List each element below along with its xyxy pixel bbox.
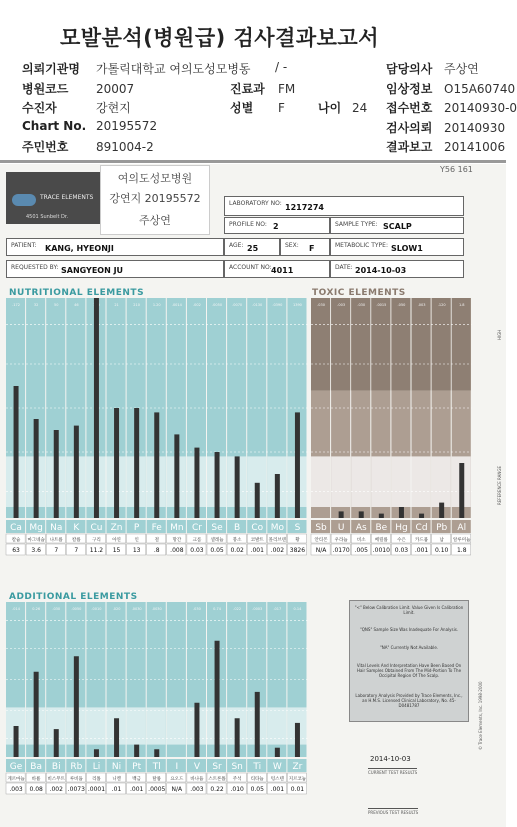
toxic-bar-U	[339, 511, 344, 518]
additional-value-Li: .0001	[87, 786, 106, 793]
nutritional-symbol-S: S	[294, 523, 301, 533]
sex-label: SEX:	[285, 242, 299, 249]
toxic-tick-label: .050	[397, 303, 406, 307]
additional-column-band	[86, 707, 105, 744]
nutritional-title: NUTRITIONAL ELEMENTS	[9, 288, 145, 298]
additional-symbol-V: V	[193, 762, 201, 772]
additional-symbol-Tl: Tl	[152, 762, 161, 772]
nutritional-value-Se: 0.05	[210, 547, 224, 554]
nutritional-bar-Ca	[14, 386, 19, 518]
nutritional-value-Fe: .8	[153, 547, 160, 554]
sample-value: SCALP	[383, 222, 412, 231]
toxic-column-band	[371, 456, 390, 507]
nutritional-symbol-B: B	[234, 523, 241, 533]
nutritional-symbol-Mg: Mg	[29, 523, 43, 533]
nutritional-value-Mg: 3.6	[31, 547, 41, 554]
toxic-column-high	[311, 298, 330, 390]
nutritional-name-Na: 나트륨	[49, 538, 63, 543]
additional-title: ADDITIONAL ELEMENTS	[9, 592, 138, 602]
toxic-column-high	[412, 298, 431, 390]
additional-name-V: 바나듐	[190, 777, 204, 782]
nutritional-tick-label: .0070	[232, 303, 243, 307]
logo-text: TRACE ELEMENTS	[40, 194, 94, 201]
nutritional-bar-P	[134, 408, 139, 518]
additional-name-Ti: 티타늄	[250, 777, 264, 782]
header-left-label: 의뢰기관명	[22, 62, 80, 76]
nutritional-bar-Co	[255, 483, 260, 518]
nutritional-name-Co: 코발트	[250, 538, 264, 543]
nutritional-name-Cu: 구리	[92, 538, 101, 543]
nutritional-tick-label: .0130	[252, 303, 263, 307]
nutritional-name-Ca: 칼슘	[11, 538, 21, 543]
date-value: 2014-10-03	[355, 266, 407, 275]
header-left-value: 강현지	[96, 101, 131, 115]
header-right-label: 접수번호	[386, 101, 433, 115]
header-right-value: 20140930-0	[444, 101, 517, 115]
header-mid-value: 24	[352, 101, 368, 115]
additional-name-Li: 리튬	[92, 777, 101, 782]
additional-tick-label: .020	[112, 607, 121, 611]
toxic-bar-Hg	[399, 507, 404, 518]
toxic-symbol-As: As	[355, 523, 367, 533]
profile-value: 2	[273, 222, 279, 231]
additional-bar-Rb	[74, 656, 79, 757]
additional-bar-V	[194, 703, 199, 757]
additional-symbol-Ti: Ti	[253, 762, 262, 772]
nutritional-tick-label: .0050	[212, 303, 223, 307]
header-mid-label: 진료과	[230, 82, 265, 96]
sticker-doctor: 주상연	[139, 214, 171, 227]
header-left-label: 주민번호	[22, 140, 69, 154]
toxic-column-high	[452, 298, 471, 390]
additional-tick-label: .030	[52, 607, 61, 611]
lab-number-value: 1217274	[285, 203, 324, 212]
additional-column-band	[127, 707, 146, 744]
additional-symbol-I: I	[175, 762, 179, 772]
requested-value: SANGYEON JU	[61, 266, 124, 275]
additional-bar-Sn	[235, 718, 240, 757]
additional-symbol-Sn: Sn	[231, 762, 243, 772]
additional-bar-Bi	[54, 729, 59, 757]
additional-symbol-Ge: Ge	[9, 762, 23, 772]
additional-tick-label: .0030	[131, 607, 142, 611]
additional-column-band	[267, 707, 286, 744]
toxic-tick-label: .003	[417, 303, 426, 307]
additional-bar-Sr	[215, 641, 220, 757]
additional-name-Sr: 스트론튬	[208, 777, 226, 782]
additional-bar-Li	[94, 749, 99, 757]
toxic-name-As: 비소	[356, 538, 366, 543]
toxic-name-Cd: 카드뮴	[415, 538, 429, 543]
nutritional-bar-Na	[54, 430, 59, 518]
toxic-column-band	[412, 456, 431, 507]
nutritional-symbol-Mo: Mo	[270, 523, 284, 533]
header-mid-label: 성별	[230, 101, 254, 115]
toxic-column-band	[311, 456, 330, 507]
toxic-value-Cd: .001	[414, 547, 429, 554]
previous-results-label: PREVIOUS TEST RESULTS	[368, 810, 419, 815]
note-calibration: "<" Below Calibration Limit. Value Given Is Calibration Limit.	[354, 605, 464, 615]
additional-value-W: .001	[270, 786, 285, 793]
toxic-tick-label: .120	[437, 303, 446, 307]
header-left-value: 20007	[96, 82, 135, 96]
additional-tick-label: .030	[193, 607, 201, 611]
additional-column-band	[167, 707, 186, 744]
nutritional-value-Ca: 63	[12, 547, 20, 554]
additional-name-W: 텅스텐	[270, 777, 284, 782]
toxic-name-U: 우라늄	[334, 538, 348, 543]
nutritional-name-Se: 셀레늄	[210, 538, 224, 543]
nutritional-tick-label: 32	[33, 303, 39, 307]
footer-date: 2014-10-03	[370, 755, 411, 763]
nutritional-value-Mn: .008	[170, 547, 184, 554]
requested-label: REQUESTED BY:	[11, 264, 59, 271]
additional-value-Pt: .001	[129, 786, 144, 793]
additional-name-I: 요오드	[170, 777, 184, 782]
copyright-text: © Trace Elements, Inc. 1998-2000	[478, 681, 483, 750]
toxic-column-band	[391, 456, 410, 507]
nutritional-tick-label: 46	[74, 303, 79, 307]
additional-symbol-Rb: Rb	[70, 762, 83, 772]
additional-name-Ge: 게르마늄	[7, 777, 25, 782]
header-mid-value: FM	[278, 82, 296, 96]
additional-symbol-Li: Li	[92, 762, 101, 772]
toxic-bar-Pb	[439, 503, 444, 518]
additional-bar-Tl	[154, 749, 159, 757]
nutritional-bar-Cu	[94, 298, 99, 518]
toxic-name-Pb: 납	[439, 538, 444, 543]
additional-bar-Ba	[34, 672, 39, 757]
additional-bar-Pt	[134, 745, 139, 757]
toxic-column-high	[351, 298, 370, 390]
toxic-title: TOXIC ELEMENTS	[312, 288, 406, 298]
toxic-value-Pb: 0.10	[434, 547, 449, 554]
account-label: ACCOUNT NO:	[229, 264, 272, 271]
nutritional-bar-S	[295, 412, 300, 518]
toxic-column-high	[391, 298, 410, 390]
nutritional-symbol-P: P	[133, 523, 140, 533]
additional-tick-label: 0.26	[32, 607, 41, 611]
nutritional-bar-Se	[215, 452, 220, 518]
profile-label: PROFILE NO:	[229, 221, 267, 228]
nutritional-value-Co: .001	[250, 547, 264, 554]
toxic-name-Sb: 안티몬	[314, 538, 328, 543]
additional-bar-Ni	[114, 718, 119, 757]
nutritional-bar-Mn	[174, 434, 179, 518]
nutritional-name-Mo: 몰리브덴	[268, 538, 287, 543]
toxic-symbol-U: U	[337, 523, 345, 533]
nutritional-value-B: 0.02	[230, 547, 244, 554]
toxic-symbol-Al: Al	[457, 523, 467, 533]
toxic-value-Sb: N/A	[315, 547, 327, 554]
toxic-tick-label: .030	[357, 303, 366, 307]
corner-handwriting: Y56 161	[440, 165, 473, 174]
nutritional-bar-Fe	[154, 412, 159, 518]
nutritional-name-Mn: 망간	[172, 538, 182, 543]
toxic-value-Hg: 0.03	[394, 547, 409, 554]
toxic-name-Al: 알루미늄	[453, 538, 471, 543]
header-right-label: 결과보고	[386, 140, 433, 154]
header-mid-value: F	[278, 101, 285, 115]
header-right-label: 임상정보	[386, 82, 433, 96]
toxic-column-band	[432, 456, 451, 507]
nutritional-bar-Cr	[194, 448, 199, 518]
note-na: "NA" Currently Not Available.	[379, 645, 439, 650]
toxic-column-high	[331, 298, 350, 390]
nutritional-bar-Mg	[34, 419, 39, 518]
nutritional-symbol-Fe: Fe	[151, 523, 162, 533]
nutritional-value-P: 13	[132, 547, 141, 554]
nutritional-symbol-Cr: Cr	[191, 523, 202, 533]
additional-tick-label: .0030	[151, 607, 162, 611]
nutritional-tick-label: 210	[133, 303, 140, 307]
nutritional-symbol-Cu: Cu	[90, 523, 103, 533]
additional-symbol-W: W	[272, 762, 282, 772]
metabolic-label: METABOLIC TYPE:	[335, 242, 388, 249]
additional-symbol-Pt: Pt	[132, 762, 142, 772]
reference-label: REFERENCE RANGE	[497, 466, 502, 505]
note-qns: "QNS" Sample Size Was Inadequate For Analysis.	[359, 627, 459, 632]
additional-bar-Ge	[14, 726, 19, 757]
current-results-label: CURRENT TEST RESULTS	[368, 770, 418, 775]
toxic-tick-label: .0015	[376, 303, 387, 307]
header-right-value: 주상연	[444, 62, 479, 76]
note-lab-provider: Laboratory Analysis Provided by Trace Elements, Inc., an H.M.S. Licensed Clinical Laboratory, No. 45-D0481787	[355, 693, 463, 708]
sex-value: F	[309, 244, 315, 253]
toxic-value-Al: 1.8	[456, 547, 467, 554]
nutritional-bar-K	[74, 426, 79, 518]
nutritional-name-Zn: 아연	[112, 538, 121, 543]
toxic-column-band	[331, 456, 350, 507]
additional-name-Pt: 백금	[132, 777, 142, 782]
toxic-value-As: .005	[354, 547, 368, 554]
header-left-value: 891004-2	[96, 140, 154, 154]
additional-tick-label: 0.74	[213, 607, 221, 611]
additional-name-Sn: 주석	[232, 777, 242, 782]
note-vital-levels: Vital Levels And Interpretation Have Been Based On Hair Samples Obtained From The Mid-Portion To The Occipital Region Of The Scalp.	[356, 663, 462, 678]
additional-name-Zr: 지르코늄	[288, 777, 307, 782]
header-left-label: 병원코드	[22, 82, 69, 96]
header-mid-label: 나이	[318, 101, 342, 115]
additional-tick-label: .0003	[252, 607, 263, 611]
additional-value-Ge: .003	[9, 786, 23, 793]
additional-name-Ni: 니켈	[112, 777, 121, 782]
nutritional-value-S: 3826	[289, 547, 306, 554]
nutritional-value-K: 7	[74, 547, 79, 554]
sticker-hospital: 여의도성모병원	[117, 172, 193, 185]
additional-tick-label: .017	[273, 607, 282, 611]
additional-symbol-Sr: Sr	[212, 762, 222, 772]
nutritional-symbol-Na: Na	[50, 523, 63, 533]
header-left-value: 20195572	[96, 119, 158, 133]
header-right-label: 담당의사	[386, 62, 433, 76]
header-right-label: 검사의뢰	[386, 121, 433, 135]
toxic-bar-Be	[379, 514, 384, 518]
toxic-symbol-Hg: Hg	[395, 523, 408, 533]
age-value: 25	[247, 244, 259, 253]
additional-tick-label: .0050	[71, 607, 82, 611]
nutritional-name-K: 칼륨	[71, 538, 81, 543]
additional-bar-W	[275, 748, 280, 757]
nutritional-tick-label: 21	[114, 303, 119, 307]
toxic-tick-label: 1.8	[458, 303, 465, 307]
nutritional-name-P: 인	[134, 538, 139, 543]
patient-label: PATIENT:	[11, 242, 37, 249]
report-title: 모발분석(병원급) 검사결과보고서	[60, 26, 380, 50]
additional-name-Ba: 바륨	[31, 777, 41, 782]
nutritional-name-Cr: 크롬	[192, 538, 202, 543]
age-label: AGE:	[229, 242, 244, 249]
toxic-value-Be: .0010	[372, 547, 390, 554]
toxic-bar-Al	[459, 463, 464, 518]
nutritional-value-Na: 7	[54, 547, 59, 554]
toxic-tick-label: .003	[337, 303, 346, 307]
toxic-column-high	[432, 298, 451, 390]
additional-symbol-Zr: Zr	[292, 762, 303, 772]
header-mid-value: / -	[275, 60, 288, 74]
header-right-value: O15A60740	[444, 82, 516, 96]
additional-tick-label: 0.14	[293, 607, 302, 611]
toxic-name-Be: 베릴륨	[374, 538, 388, 543]
additional-name-Bi: 비스무트	[47, 777, 65, 782]
header-left-label: 수진자	[22, 101, 57, 115]
additional-bar-Ti	[255, 692, 260, 757]
nutritional-name-Fe: 철	[154, 538, 159, 543]
header-left-value: 가톨릭대학교 여의도성모병동	[96, 62, 251, 76]
notes-box	[349, 600, 469, 722]
sticker-patient: 강연지 20195572	[109, 192, 201, 205]
toxic-bar-Cd	[419, 514, 424, 518]
additional-symbol-Ba: Ba	[30, 762, 43, 772]
lab-number-label: LABORATORY NO:	[229, 200, 282, 207]
nutritional-symbol-Mn: Mn	[170, 523, 184, 533]
additional-tick-label: .022	[233, 607, 242, 611]
header-right-value: 20141006	[444, 140, 506, 154]
additional-value-Zr: 0.01	[290, 786, 305, 793]
nutritional-tick-label: .002	[193, 303, 201, 307]
toxic-name-Hg: 수은	[397, 538, 406, 543]
nutritional-tick-label: .0014	[171, 303, 182, 307]
toxic-symbol-Sb: Sb	[315, 523, 327, 533]
additional-value-Ti: 0.05	[250, 786, 264, 793]
nutritional-value-Mo: .002	[270, 547, 285, 554]
date-label: DATE:	[335, 264, 353, 271]
nutritional-tick-label: 1.20	[152, 303, 161, 307]
sample-label: SAMPLE TYPE:	[335, 221, 378, 228]
high-label: HIGH	[497, 329, 502, 340]
additional-column-band	[147, 707, 166, 744]
toxic-symbol-Pb: Pb	[436, 523, 448, 533]
nutritional-value-Zn: 15	[112, 547, 121, 554]
toxic-bar-As	[359, 511, 364, 518]
additional-value-Sr: 0.22	[210, 786, 224, 793]
nutritional-tick-label: 1390	[292, 303, 302, 307]
additional-symbol-Bi: Bi	[51, 762, 61, 772]
nutritional-bar-Zn	[114, 408, 119, 518]
additional-tick-label: .014	[12, 607, 20, 611]
nutritional-value-Cu: 11.2	[89, 547, 104, 554]
nutritional-symbol-K: K	[73, 523, 80, 533]
additional-name-Tl: 탈륨	[152, 777, 162, 782]
nutritional-value-Cr: 0.03	[190, 547, 204, 554]
nutritional-bar-B	[235, 456, 240, 518]
nutritional-name-B: 붕소	[232, 538, 242, 543]
additional-value-Sn: .010	[230, 786, 244, 793]
additional-value-I: N/A	[171, 786, 183, 793]
nutritional-symbol-Se: Se	[211, 523, 223, 533]
toxic-tick-label: .030	[317, 303, 325, 307]
additional-value-Ba: 0.08	[29, 786, 43, 793]
nutritional-tick-label: 50	[54, 303, 59, 307]
nutritional-bar-Mo	[275, 474, 280, 518]
additional-value-Tl: .0005	[148, 786, 166, 793]
patient-value: KANG, HYEONJI	[45, 244, 114, 253]
additional-value-V: .003	[190, 786, 204, 793]
nutritional-symbol-Co: Co	[251, 523, 264, 533]
header-right-value: 20140930	[444, 121, 506, 135]
toxic-symbol-Be: Be	[375, 523, 388, 533]
account-value: 4011	[271, 266, 294, 275]
additional-value-Rb: .0073	[67, 786, 85, 793]
additional-value-Ni: .01	[111, 786, 122, 793]
logo-address: 4501 Sunbelt Dr.	[26, 214, 69, 220]
toxic-value-U: .0170	[332, 547, 350, 554]
toxic-column-band	[351, 456, 370, 507]
metabolic-value: SLOW1	[391, 244, 423, 253]
additional-symbol-Ni: Ni	[111, 762, 122, 772]
additional-bar-Zr	[295, 723, 300, 757]
nutritional-tick-label: .172	[12, 303, 20, 307]
nutritional-name-Mg: 마그네슘	[27, 538, 45, 543]
additional-tick-label: .0010	[91, 607, 102, 611]
additional-name-Rb: 루비듐	[69, 777, 83, 782]
nutritional-symbol-Ca: Ca	[10, 523, 22, 533]
nutritional-name-S: 황	[295, 538, 300, 543]
toxic-symbol-Cd: Cd	[415, 523, 428, 533]
nutritional-symbol-Zn: Zn	[110, 523, 123, 533]
nutritional-tick-label: .0390	[272, 303, 283, 307]
header-left-label: Chart No.	[22, 119, 87, 133]
toxic-column-high	[371, 298, 390, 390]
additional-value-Bi: .002	[49, 786, 63, 793]
